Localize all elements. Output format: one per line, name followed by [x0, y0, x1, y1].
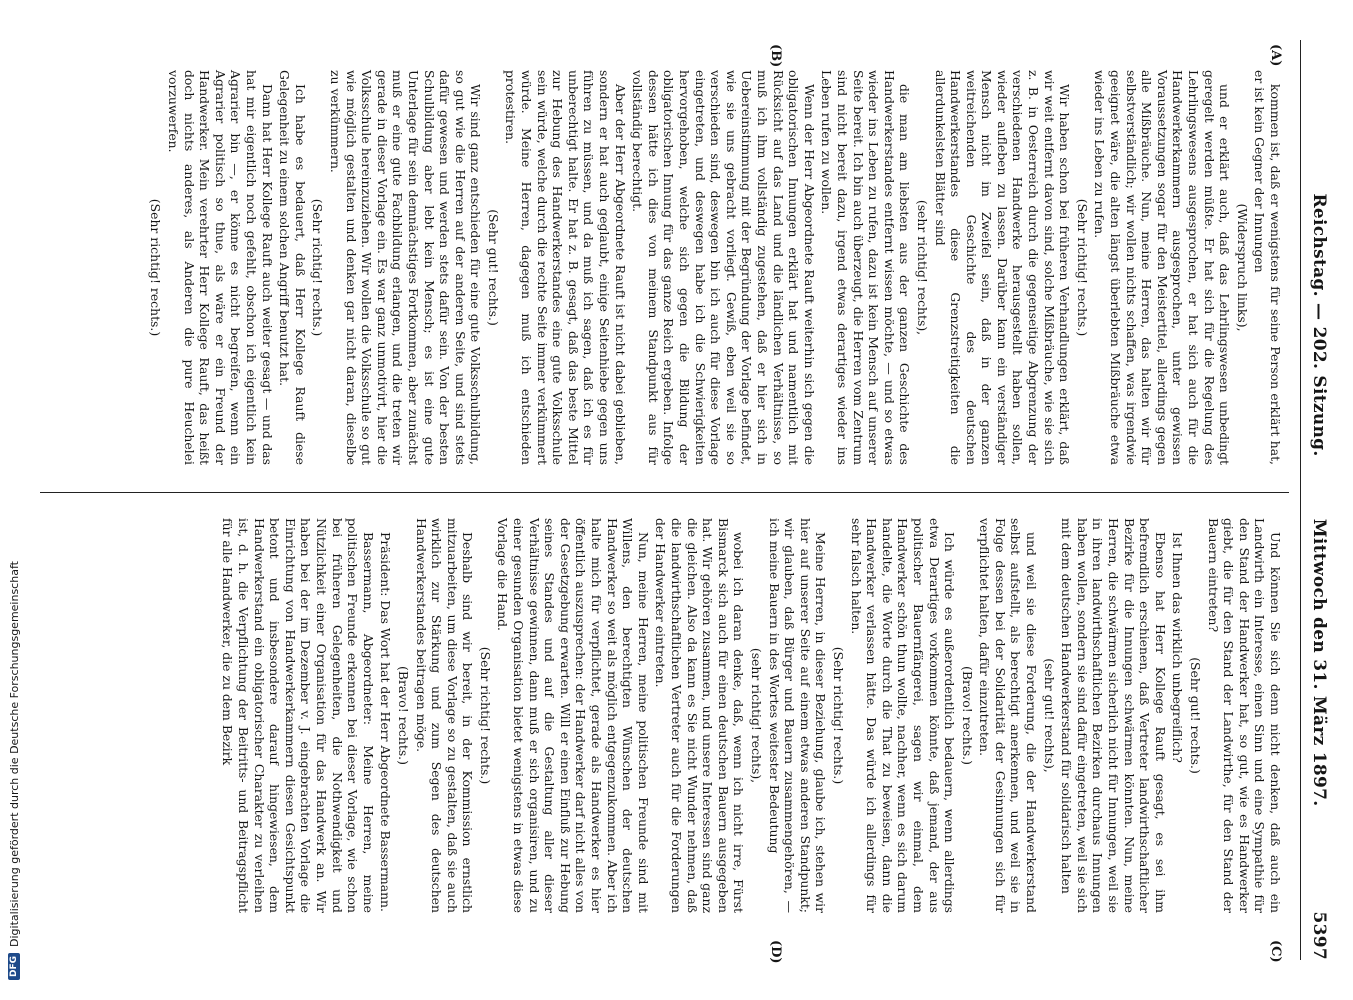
- header-title: [1309, 120, 1329, 880]
- paragraph: (Sehr richtig! rechts.): [148, 198, 164, 337]
- paragraph: Meine Herren, in dieser Beziehung, glaube ich, stehen wir hier auf unserer Seite auf einem etwas anderen Standpunkt; wir glauben, daß Bürger und Bauern zusammengehören, — ich meine Bauern in des Wortes weitester Bedeutung: [766, 518, 829, 913]
- margin-mark-b: (B): [768, 44, 783, 68]
- paragraph: (sehr gut! rechts),: [1041, 658, 1057, 773]
- paragraph: und er erklärt auch, daß das Lehrlingswesen unbedingt geregelt werden müßte. Er hat sich für die Regelung des Lehrlingswesens ausgesprochen, er hat sich auch für die Handwerkerkammern ausgesprochen, unter gewissen Voraussetzungen sogar für den Meistertitel, allerdings gegen alle Mißbräuche. Nun, meine Herren, das halten wir für selbstverständlich; wir wollen nichts schaffen, was irgendwie geeignet wäre, die alten längst überlebten Mißbräuche etwa wieder ins Leben zu rufen.: [1092, 70, 1233, 465]
- page-header: [1300, 40, 1337, 960]
- header-chamber: Reichstag.: [1309, 193, 1329, 297]
- right-column: [40, 518, 1283, 913]
- paragraph: Präsident: Das Wort hat der Herr Abgeordnete Bassermann.: [378, 532, 394, 912]
- dfg-logo: DFG: [8, 953, 20, 980]
- paragraph: Wenn der Herr Abgeordnete Rauft weiterhin sich gegen die obligatorischen Innungen erklärt hat und namentlich mit Rücksicht auf das Land und die ländlichen Verhältnisse, so muß ich ihm vollständig zugestehen, daß er hier sich in Uebereinstimmung mit der Begründung der Vorlage befindet, wie sie uns gebracht vorliegt. Gewiß, eben weil sie so verschieden sind, deswegen bin ich auch für diese Vorlage eingetreten, und deswegen habe ich die Schwierigkeiten hervorgehoben, welche sich gegen die Bildung der obligatorischen Innung für das ganze Reich ergeben. Infolge dessen hätte ich dies von meinem Standpunkt aus für vollständig berechtigt.: [630, 70, 817, 465]
- page-number: 5397: [1309, 911, 1329, 960]
- paragraph: Deshalb sind wir bereit, in der Kommission ernstlich mitzuarbeiten, um diese Vorlage so zu gestalten, daß sie auch wirklich zur Stärkung und zum Segen des deutschen Handwerkerstandes beitragen möge.: [413, 518, 476, 913]
- margin-mark-c: (C): [1268, 940, 1283, 963]
- paragraph: Aber der Herr Abgeordnete Rauft ist nicht dabei geblieben, sondern er hat auch geglaubt, einige Seitenhiebe gegen uns führen zu müssen, und da muß ich sagen, daß ich es für unberechtigt halte. Er hat z. B. gesagt, daß das beste Mittel zur Hebung des Handwerkerstandes eine gute Volksschule sein würde, welche durch die rechte Seite immer verkümmert würde. Meine Herren, dagegen muß ich entschieden protestiren.: [503, 70, 628, 465]
- paragraph: kommen ist, daß er wenigstens für seine Person erklärt hat, er ist kein Gegner der Innungen: [1252, 70, 1283, 465]
- paragraph: (Widerspruch links),: [1234, 203, 1250, 332]
- paragraph: Wir haben schon bei früheren Verhandlungen erklärt, daß wir weit entfernt davon sind, solche Mißbräuche, wie sie sich z. B. in Oesterreich durch die gegenseitige Abgrenzung der verschiedenen Handwerke herausgestellt haben sollen, wieder aufleben zu lassen. Darüber kann ein verständiger Mensch nicht im Zweifel sein, daß in der ganzen weitreichenden Geschichte des deutschen Handwerkerstandes diese Grenzstreitigkeiten die allerdunkelsten Blätter sind: [932, 70, 1073, 465]
- paragraph: (Sehr richtig! rechts.): [477, 646, 493, 785]
- footer: [4, 0, 24, 1000]
- paragraph: und weil sie diese Forderung, die der Handwerkerstand selbst aufstellt, als berechtigt anerkennen, und weil sie in Folge dessen bei der Solidarität der Gesinnungen sich für verpflichtet halten, dafür einzutreten.: [977, 518, 1040, 913]
- header-session: — 202. Sitzung.: [1309, 303, 1329, 457]
- paragraph: (sehr richtig! rechts),: [914, 199, 930, 336]
- paragraph: Dann hat Herr Kollege Rauft auch weiter gesagt — und das hat mir eigentlich noch gefehlt, obschon ich eigentlich kein Agrarier bin —, er könne es nicht begreifen, wenn ein Agrarier politisch so thue, als wäre er ein Freund der Handwerker. Mein verehrter Herr Kollege Rauft, das heißt doch nichts anderes, als Anderen die pure Heuchelei vorzuwerfen.: [166, 70, 275, 465]
- paragraph: Ich würde es außerordentlich bedauern, wenn allerdings etwa Derartiges vorkommen könnte, daß jemand, der aus politischer Bauernfängerei, sagen wir einmal, dem Handwerker schön thun wollte, nachher, wenn es sich darum handelte, die Worte durch die That zu beweisen, dann die Handwerker verlassen hätte. Das würde ich allerdings für sehr falsch halten.: [848, 518, 958, 913]
- paragraph: (Sehr richtig! rechts.): [310, 198, 326, 337]
- paragraph: (sehr richtig! rechts),: [749, 647, 764, 784]
- paragraph: Wir sind ganz entschieden für eine gute Volksschulbildung, so gut wie die Herren auf der anderen Seite, und sind stets dafür gewesen und werden stets dafür sein. Von der besten Schulbildung aber lebt kein Mensch; es ist eine gute Unterlage für sein demnächstiges Fortkommen, aber zunächst muß er eine gute Fachbildung erlangen, und die treten wir gerade in dieser Vorlage ein. Es war ganz unmotivirt, hier die Volksschule hereinzuziehen. Wir wollen die Volksschule so gut wie möglich gestalten und denken gar nicht daran, dieselbe zu verkümmern.: [327, 70, 484, 465]
- header-date: Mittwoch den 31. März 1897.: [1309, 518, 1329, 807]
- margin-mark-d: (D): [768, 940, 783, 964]
- paragraph: die man am liebsten aus der ganzen Geschichte des Handwerkerstandes entfernt wissen möchte, — und so etwas wieder ins Leben zu rufen, dazu ist kein Mensch auf unserer Seite bereit. Ich bin auch überzeugt, die Herren vom Zentrum sind nicht bereit dazu, irgend etwas derartiges wieder ins Leben rufen zu wollen.: [819, 70, 913, 465]
- margin-mark-a: (A): [1268, 44, 1283, 67]
- column-divider: [40, 492, 1289, 493]
- paragraph: Ist Ihnen das wirklich unbegreiflich?: [1170, 532, 1186, 763]
- paragraph: Und können Sie sich denn nicht denken, daß auch ein Landwirth ein Interesse, einen Sinn und eine Sympathie für den Stand der Handwerker hat, so gut, wie es Handwerker giebt, die für den Stand der Landwirthe, für den Stand der Bauern eintreten?: [1205, 518, 1283, 913]
- footer-rotated: [4, 0, 24, 1000]
- paragraph: Ebenso hat Herr Kollege Rauft gesagt, es sei ihm befremdlich erschienen, daß Vertreter landwirthschaftlicher Bezirke für die Innungen schwärmen könnten. Nun, meine Herren, die schwärmen sicherlich nicht für Innungen, weil sie in ihren landwirthschaftlichen Bezirken durchaus Innungen haben wollen, sondern sie sind dafür eingetreten, weil sie sich mit dem deutschen Handwerkerstand für solidarisch halten: [1059, 518, 1168, 913]
- paragraph: (Sehr richtig! rechts.): [1074, 198, 1090, 337]
- paragraph: Nun, meine Herren, meine politischen Freunde sind mit Willens, den berechtigten Wünschen der deutschen Handwerker so weit als möglich entgegenzukommen. Aber ich halte mich für verpflichtet, gerade als Handwerker es hier öffentlich auszusprechen: der Handwerker darf nicht alles von der Gesetzgebung erwarten. Will er einen Einfluß zur Hebung seines Standes und auf die Gestaltung aller dieser Verhältnisse gewinnen, dann muß er sich organisiren, und zu einer gesunden Organisation bietet wenigstens in etwas diese Vorlage die Hand.: [495, 518, 651, 913]
- left-column: [40, 70, 1283, 465]
- paragraph: Ich habe es bedauert, daß Herr Kollege Rauft diese Gelegenheit zu einem solchen Angriff benutzt hat.: [277, 70, 308, 465]
- footer-text: Digitalisierung gefördert durch die Deutsche Forschungsgemeinschaft: [7, 561, 21, 947]
- paragraph: (Sehr gut! rechts.): [1188, 657, 1204, 774]
- paragraph: Bassermann, Abgeordneter: Meine Herren, meine politischen Freunde erkennen bei dieser Vorlage, wie schon bei früheren Gelegenheiten, die Nothwendigkeit und Nützlichkeit einer Organisation für das Handwerk an. Wir haben bei der im Dezember v. J. eingebrachten Vorlage die Einrichtung von Handwerkerkammern diesen Gesichtspunkt betont und insbesondere darauf hingewiesen, dem Handwerkerstand ein obligatorischer Charakter zu verleihen ist, d. h. die Verpflichtung der Beitritts- und Beitragspflicht für alle Handwerker, die zu dem Bezirk: [220, 518, 376, 913]
- paragraph: (Sehr gut! rechts.): [485, 209, 501, 326]
- paragraph: wobei ich daran denke, daß, wenn ich nicht irre, Fürst Bismarck sich auch für einen deutschen Bauern ausgegeben hat. Wir gehören zusammen, und unsere Interessen sind ganz die gleichen. Also da kann es Sie nicht Wunder nehmen, daß die landwirthschaftlichen Vertreter auch für die Forderungen der Handwerker eintreten.: [653, 518, 747, 913]
- paragraph: (Sehr richtig! rechts.): [830, 646, 846, 785]
- paragraph: (Bravo! rechts.): [959, 666, 975, 765]
- paragraph: (Bravo! rechts.): [395, 666, 411, 765]
